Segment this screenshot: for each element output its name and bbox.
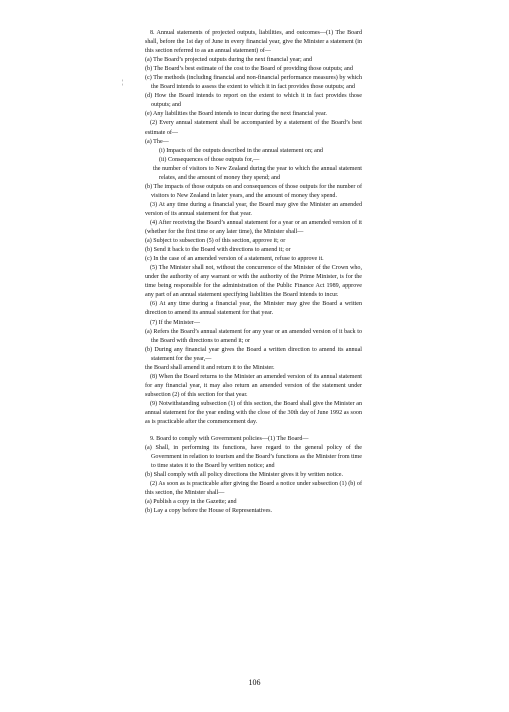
text-line: (b) Lay a copy before the House of Representatives. [145, 508, 273, 515]
text-line: 8. Annual statements of projected outputs, liabilities, and outcomes—(1) The Board shall, before the 1st day of June in every financial year, give the Minister a statement (in this section referred to as an annual statement) of— [145, 30, 362, 55]
text-line: (a) Refers the Board’s annual statement for any year or an amended version of it back to the Board with directions to amend it; or [145, 328, 362, 344]
text-line: (e) Any liabilities the Board intends to incur during the next financial year. [145, 111, 327, 118]
text-line: (6) At any time during a financial year, the Minister may give the Board a written direction to amend its annual statement for that year. [145, 301, 362, 317]
text-line: (b) Shall comply with all policy directions the Minister gives it by written notice. [145, 472, 344, 479]
text-line: (c) In the case of an amended version of a statement, refuse to approve it. [145, 256, 324, 263]
text-line: (2) As soon as is practicable after giving the Board a notice under subsection (1) (b) of this section, the Minister shall— [145, 481, 362, 497]
page-number: 106 [248, 678, 261, 687]
text-line: (a) The Board’s projected outputs during the next financial year; and [145, 57, 313, 64]
text-line: (b) The impacts of those outputs on and consequences of those outputs for the number of visitors to New Zealand in later years, and the amount of money they spend. [145, 183, 362, 199]
text-line: 9. Board to comply with Government policies—(1) The Board— [150, 436, 309, 443]
text-line: (4) After receiving the Board’s annual statement for a year or an amended version of it (whether for the first time or any later time), the Minister shall— [145, 219, 362, 236]
text-line: (8) When the Board returns to the Minister an amended version of its annual statement for any financial year, it may also return an amended version of the statement under subsection (2) of this section for that year. [145, 373, 362, 398]
text-line: the Board shall amend it and return it to the Minister. [145, 364, 275, 371]
text-line: (d) How the Board intends to report on the extent to which it in fact provides those outputs; and [145, 93, 362, 109]
text-line: (b) The Board’s best estimate of the cost to the Board of providing those outputs; and [145, 66, 353, 73]
text-line: (7) If the Minister— [150, 319, 200, 326]
text-line: (9) Notwithstanding subsection (1) of this section, the Board shall give the Minister an annual statement for the year ending with the close of the 30th day of June 1992 as soon as is practicable after the commencement day. [145, 400, 362, 426]
text-line: (b) During any financial year gives the Board a written direction to amend its annual statement for the year,— [145, 346, 362, 362]
text-line: the number of visitors to New Zealand during the year to which the annual statement relates, and the amount of money they spend; and [153, 165, 362, 181]
statute-text-column [145, 29, 362, 516]
text-line: (i) Impacts of the outputs described in the annual statement on; and [159, 147, 323, 154]
text-line: (5) The Minister shall not, without the concurrence of the Minister of the Crown who, under the authority of any warrant or with the authority of the Prime Minister, is for the time being responsible for the administration of the Public Finance Act 1989, approve any part of an annual statement specifying liabilities the Board intends to incur. [145, 265, 362, 299]
text-line: (2) Every annual statement shall be accompanied by a statement of the Board’s best estimate of— [145, 120, 362, 136]
text-line: (a) The— [145, 138, 169, 145]
text-line: (a) Shall, in performing its functions, have regard to the general policy of the Government in relation to tourism and the Board’s functions as the Minister from time to time states it to the Board by written notice; and [145, 445, 362, 470]
text-line: (c) The methods (including financial and non-financial performance measures) by which the Board intends to assess the extent to which it in fact provides those outputs; and [145, 75, 362, 91]
margin-mark: ¦ [122, 80, 124, 86]
text-line: (a) Publish a copy in the Gazette; and [145, 499, 237, 506]
text-line: (3) At any time during a financial year, the Board may give the Minister an amended version of its annual statement for that year. [145, 201, 362, 217]
text-line: (a) Subject to subsection (5) of this section, approve it; or [145, 238, 286, 245]
text-line: (b) Send it back to the Board with directions to amend it; or [145, 247, 291, 254]
text-line: (ii) Consequences of those outputs for,— [159, 156, 260, 163]
